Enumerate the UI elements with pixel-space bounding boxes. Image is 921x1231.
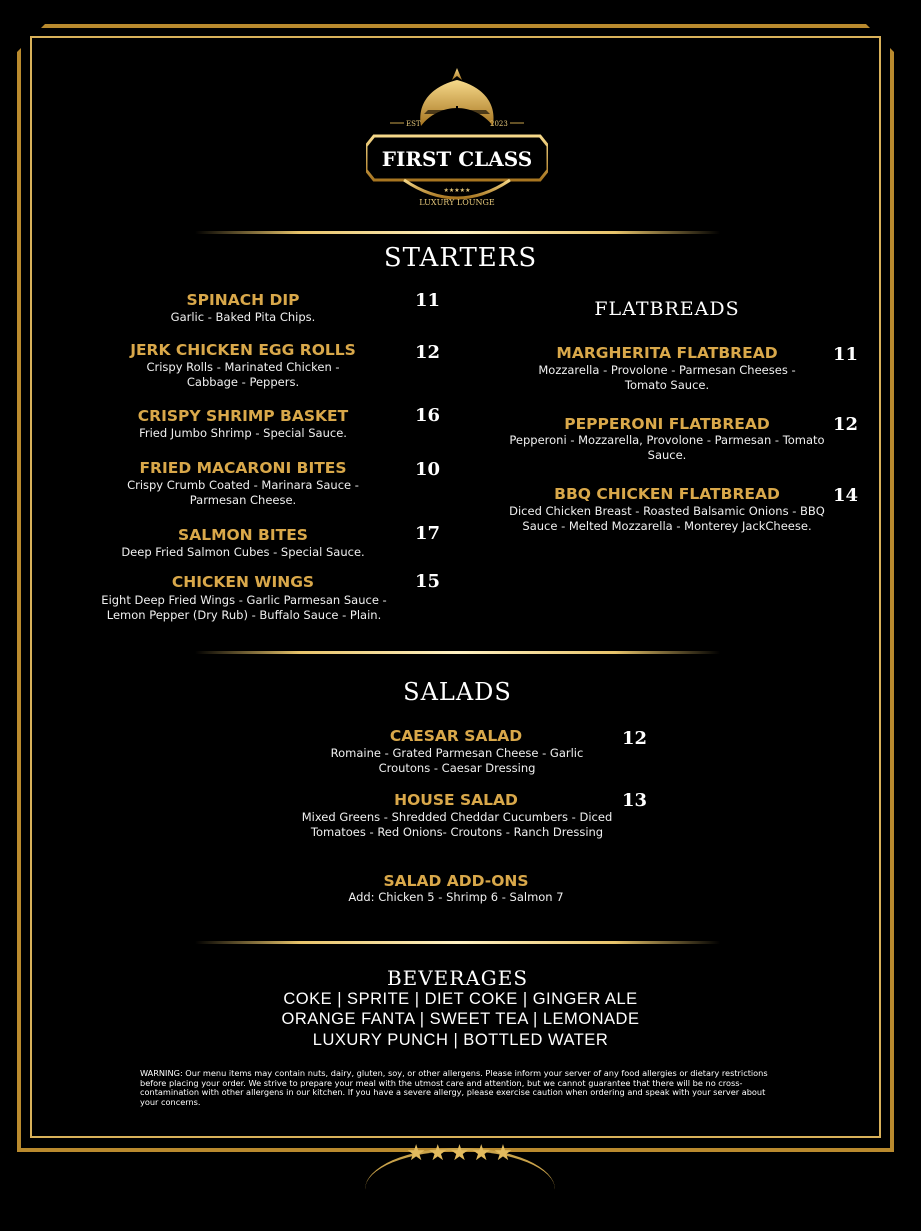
salad-add-ons-desc: Add: Chicken 5 - Shrimp 6 - Salmon 7 bbox=[348, 890, 564, 904]
divider-middle bbox=[195, 651, 720, 654]
caesar-salad-price: 12 bbox=[622, 728, 648, 749]
allergen-warning: WARNING: Our menu items may contain nuts, dairy, gluten, soy, or other allergens. Please inform your server of any food allergies or dietary restrictions before placing your order. We strive to prepare your meal with the utmost care and attention, but we cannot guarantee that there will be no cross-contamination with other allergens in our kitchen. If you have a severe allergy, please exercise caution when ordering and speak with your server about your concerns. bbox=[140, 1068, 768, 1107]
spinach-dip-price: 11 bbox=[415, 290, 441, 311]
chicken-wings-desc: Eight Deep Fried Wings - Garlic Parmesan Sauce - Lemon Pepper (Dry Rub) - Buffalo Sauce - Plain. bbox=[101, 593, 387, 622]
divider-bottom bbox=[195, 941, 720, 944]
logo-stars: ★★★★★ bbox=[443, 187, 471, 194]
spinach-dip-desc: Garlic - Baked Pita Chips. bbox=[170, 310, 316, 324]
jerk-chicken-egg-rolls-price: 12 bbox=[415, 342, 441, 363]
house-salad-desc: Mixed Greens - Shredded Cheddar Cucumbers - Diced Tomatoes - Red Onions- Croutons - Ranch Dressing bbox=[301, 810, 613, 839]
house-salad-price: 13 bbox=[622, 790, 648, 811]
chicken-wings-name: CHICKEN WINGS bbox=[171, 573, 315, 591]
spinach-dip-name: SPINACH DIP bbox=[186, 291, 300, 309]
beverages-line-1: COKE | SPRITE | DIET COKE | GINGER ALE bbox=[283, 990, 638, 1008]
bbq-chicken-flatbread-desc: Diced Chicken Breast - Roasted Balsamic Onions - BBQ Sauce - Melted Mozzarella - Monterey JackCheese. bbox=[509, 504, 825, 533]
crispy-shrimp-basket-desc: Fried Jumbo Shrimp - Special Sauce. bbox=[139, 426, 347, 440]
flatbreads-title: FLATBREADS bbox=[594, 298, 740, 320]
pepperoni-flatbread-desc: Pepperoni - Mozzarella, Provolone - Parmesan - Tomato Sauce. bbox=[509, 433, 825, 462]
jerk-chicken-egg-rolls-name: JERK CHICKEN EGG ROLLS bbox=[130, 341, 356, 359]
chicken-wings-price: 15 bbox=[415, 571, 441, 592]
margherita-flatbread-name: MARGHERITA FLATBREAD bbox=[556, 344, 778, 362]
crispy-shrimp-basket-price: 16 bbox=[415, 405, 441, 426]
beverages-line-2: ORANGE FANTA | SWEET TEA | LEMONADE bbox=[281, 1010, 640, 1028]
beverages-line-3: LUXURY PUNCH | BOTTLED WATER bbox=[312, 1031, 609, 1049]
starters-title: STARTERS bbox=[383, 243, 538, 273]
logo-est: EST bbox=[406, 120, 421, 128]
salads-title: SALADS bbox=[403, 678, 512, 706]
beverages-title: BEVERAGES bbox=[386, 966, 529, 990]
bbq-chicken-flatbread-name: BBQ CHICKEN FLATBREAD bbox=[554, 485, 780, 503]
divider-top bbox=[195, 231, 720, 234]
salmon-bites-name: SALMON BITES bbox=[178, 526, 308, 544]
fried-macaroni-bites-price: 10 bbox=[415, 459, 441, 480]
first-class-logo bbox=[366, 66, 548, 216]
margherita-flatbread-desc: Mozzarella - Provolone - Parmesan Cheeses - Tomato Sauce. bbox=[538, 363, 796, 392]
fried-macaroni-bites-desc: Crispy Crumb Coated - Marinara Sauce - Parmesan Cheese. bbox=[127, 478, 359, 507]
caesar-salad-name: CAESAR SALAD bbox=[389, 727, 523, 745]
jerk-chicken-egg-rolls-desc: Crispy Rolls - Marinated Chicken - Cabbage - Peppers. bbox=[146, 360, 340, 389]
footer-stars: ★★★★★ bbox=[406, 1141, 515, 1166]
pepperoni-flatbread-name: PEPPERONI FLATBREAD bbox=[564, 415, 770, 433]
logo-subtitle: LUXURY LOUNGE bbox=[419, 198, 495, 207]
salmon-bites-price: 17 bbox=[415, 523, 441, 544]
fried-macaroni-bites-name: FRIED MACARONI BITES bbox=[139, 459, 347, 477]
logo-name: FIRST CLASS bbox=[381, 147, 533, 171]
house-salad-name: HOUSE SALAD bbox=[394, 791, 518, 809]
pepperoni-flatbread-price: 12 bbox=[833, 414, 859, 435]
salmon-bites-desc: Deep Fried Salmon Cubes - Special Sauce. bbox=[121, 545, 365, 559]
crispy-shrimp-basket-name: CRISPY SHRIMP BASKET bbox=[137, 407, 349, 425]
margherita-flatbread-price: 11 bbox=[833, 344, 859, 365]
salad-add-ons-name: SALAD ADD-ONS bbox=[383, 872, 529, 890]
bbq-chicken-flatbread-price: 14 bbox=[833, 485, 859, 506]
caesar-salad-desc: Romaine - Grated Parmesan Cheese - Garlic Croutons - Caesar Dressing bbox=[330, 746, 584, 775]
logo-year: 2023 bbox=[490, 120, 508, 128]
